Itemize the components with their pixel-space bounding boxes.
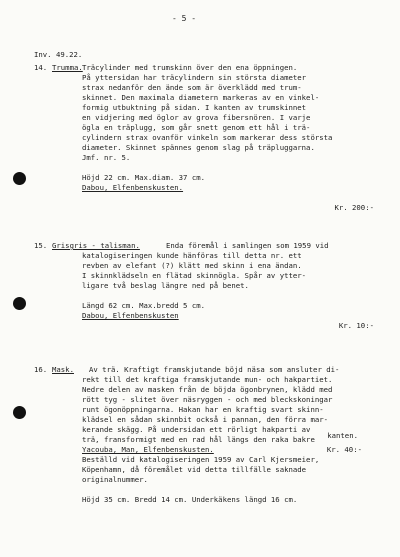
description-line: revben av elefant (?) klätt med skinn i ena ändan. xyxy=(82,261,302,270)
entry-origin: Yacouba, Man, Elfenbenskusten. xyxy=(82,445,214,454)
description-line: rött tyg - slitet över näsryggen - och med bleckskoningar xyxy=(82,395,333,404)
description-line: Nedre delen av masken från de böjda ögonbrynen, klädd med xyxy=(82,385,333,394)
entry-description xyxy=(34,241,374,321)
description-line: klädsel en sådan skinnbit också i pannan, den förra mar- xyxy=(82,415,329,424)
page-number: - 5 - xyxy=(172,14,197,23)
entry-dimensions: Längd 62 cm. Max.bredd 5 cm. xyxy=(82,301,206,310)
inventory-number: Inv. 49.22. xyxy=(34,50,83,59)
description-line: Enda föremål i samlingen som 1959 vid xyxy=(166,241,329,250)
margin-note: kanten. xyxy=(327,431,358,440)
description-line: strax nedanför den ände som är överklädd med trum- xyxy=(82,83,302,92)
description-line: originalnummer. xyxy=(82,475,148,484)
description-line: runt ögonöppningarna. Hakan har en kraftig svart skinn- xyxy=(82,405,324,414)
binder-hole-bottom xyxy=(13,406,26,419)
description-line: katalogiseringen kunde hänföras till detta nr. ett xyxy=(82,251,302,260)
description-line: cylindern strax ovanför vinkeln som markerar dess största xyxy=(82,133,333,142)
description-line: Av trä. Kraftigt framskjutande böjd näsa som ansluter di- xyxy=(89,365,340,374)
description-line: trä, fransformigt med en rad hål längs den raka bakre xyxy=(82,435,315,444)
entry-number: 14. xyxy=(34,63,48,72)
entry-dimensions: Höjd 22 cm. Max.diam. 37 cm. xyxy=(82,173,206,182)
description-line: ligare två beslag längre ned på benet. xyxy=(82,281,249,290)
description-line: kerande skägg. På undersidan ett rörligt hakparti av xyxy=(82,425,311,434)
description-line: På yttersidan har träcylindern sin största diameter xyxy=(82,73,307,82)
entry-origin: Dabou, Elfenbenskusten xyxy=(82,311,179,320)
entry-number: 16. xyxy=(34,365,48,374)
entry-origin: Dabou, Elfenbenskusten. xyxy=(82,183,184,192)
entry-price: Kr. 40:- xyxy=(326,445,362,454)
entry-title: Mask. xyxy=(52,365,74,374)
binder-hole-middle xyxy=(13,297,26,310)
entry-price: Kr. 200:- xyxy=(334,203,374,212)
entry-description xyxy=(82,63,374,193)
description-line: Jmf. nr. 5. xyxy=(82,153,131,162)
binder-hole-top xyxy=(13,172,26,185)
entry-description xyxy=(34,365,374,505)
entry-dimensions: Höjd 35 cm. Bredd 14 cm. Underkäkens längd 16 cm. xyxy=(82,495,298,504)
description-line: formig utbuktning på sidan. I kanten av trumskinnet xyxy=(82,103,307,112)
description-line: Beställd vid katalogiseringen 1959 av Carl Kjersmeier, xyxy=(82,455,320,464)
description-line: Köpenhamn, då föremålet vid detta tillfälle saknade xyxy=(82,465,307,474)
entry-title: Trumma. xyxy=(52,63,83,72)
entry-number: 15. xyxy=(34,241,48,250)
description-line: ögla en träplugg, som går snett genom ett hål i trä- xyxy=(82,123,311,132)
description-line: en vidjering med öglor av grova fibersnören. I varje xyxy=(82,113,311,122)
description-line: I skinnklädseln en flätad skinnögla. Spår av ytter- xyxy=(82,271,307,280)
description-line: diameter. Skinnet spännes genom slag på träpluggarna. xyxy=(82,143,315,152)
description-line: rekt till det kraftiga framskjutande mun- och hakpartiet. xyxy=(82,375,333,384)
description-line: skinnet. Den maximala diametern markeras av en vinkel- xyxy=(82,93,320,102)
description-line: Träcylinder med trumskinn över den ena öppningen. xyxy=(82,63,298,72)
entry-title: Grisgris - talisman. xyxy=(52,241,140,250)
entry-price: Kr. 10:- xyxy=(338,321,374,330)
